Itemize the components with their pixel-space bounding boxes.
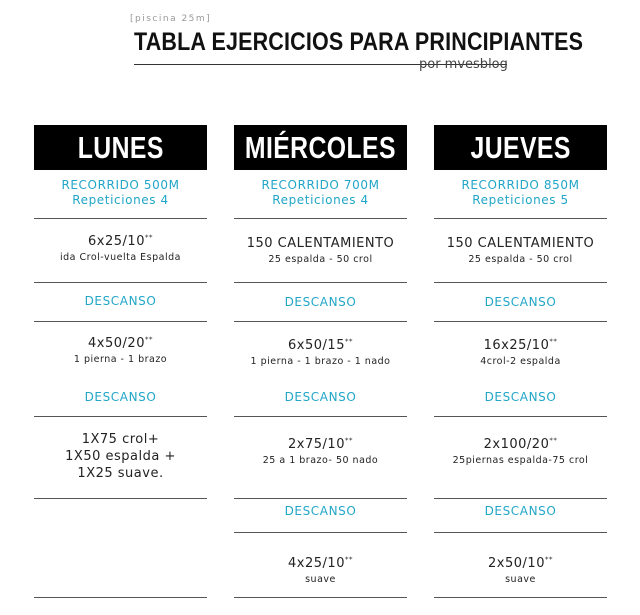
day-header [234,125,407,170]
set-detail: 4crol-2 espalda [480,356,561,367]
day-header [34,125,207,170]
rest-label: DESCANSO [284,504,357,518]
row-divider [434,282,607,283]
row-divider [234,532,407,533]
set-sup: ** [344,555,353,564]
row-divider [434,498,607,499]
set-line: 1X50 espalda + [65,449,176,464]
row-divider [234,321,407,322]
set-sup: ** [144,335,153,344]
rest-label: DESCANSO [284,390,357,404]
row-divider [34,282,207,283]
set-sup: ** [344,436,353,445]
row-divider [434,416,607,417]
set-main: 2x100/20 [483,437,550,452]
exercise-set [234,337,407,370]
row-divider [34,218,207,219]
set-detail: suave [305,574,336,585]
exercise-set [34,431,207,482]
exercise-set [434,235,607,268]
set-sup: ** [549,337,558,346]
row-divider [434,532,607,533]
row-divider [234,597,407,598]
repetitions: Repeticiones 4 [72,193,169,207]
row-divider [434,218,607,219]
row-divider [234,218,407,219]
column-miercoles [234,125,407,585]
rest-label: DESCANSO [84,294,157,308]
row-divider [34,321,207,322]
set-main: 4x25/10 [288,556,345,571]
pool-subtitle: [piscina 25m] [130,14,212,24]
set-detail: suave [505,574,536,585]
row-divider [434,321,607,322]
set-line: 1X75 crol+ [81,432,160,447]
row-divider [234,416,407,417]
set-main: 4x50/20 [88,336,145,351]
rest-label: DESCANSO [84,390,157,404]
set-detail: 25 espalda - 50 crol [468,254,573,265]
set-detail: 1 pierna - 1 brazo - 1 nado [250,356,391,367]
set-sup: ** [344,337,353,346]
day-title: JUEVES [470,129,571,165]
set-sup: ** [544,555,553,564]
exercise-set [234,436,407,469]
exercise-set [434,555,607,588]
set-detail: ida Crol-vuelta Espalda [60,252,181,263]
set-detail: 1 pierna - 1 brazo [73,354,168,365]
column-jueves [434,125,607,585]
row-divider [34,498,207,499]
rest-label: DESCANSO [484,504,557,518]
rest-label: DESCANSO [284,295,357,309]
rest-label: DESCANSO [484,295,557,309]
day-title: MIÉRCOLES [244,129,397,165]
set-detail: 25 espalda - 50 crol [268,254,373,265]
set-main: 6x25/10 [88,234,145,249]
set-detail: 25piernas espalda-75 crol [452,455,589,466]
set-sup: ** [549,436,558,445]
rest-label: DESCANSO [484,390,557,404]
exercise-set [234,235,407,268]
set-main: 150 CALENTAMIENTO [246,236,395,251]
exercise-set [34,233,207,266]
set-detail: 25 a 1 brazo- 50 nado [262,455,379,466]
set-main: 6x50/15 [288,338,345,353]
repetitions: Repeticiones 4 [272,193,369,207]
repetitions: Repeticiones 5 [472,193,569,207]
row-divider [34,416,207,417]
page-title: TABLA EJERCICIOS PARA PRINCIPIANTES [134,28,584,56]
set-main: 2x50/10 [488,556,545,571]
day-title: LUNES [77,129,164,165]
row-divider [434,597,607,598]
byline: por mvesblog [419,57,508,72]
row-divider [234,498,407,499]
route-distance: RECORRIDO 850M [461,178,580,192]
set-main: 2x75/10 [288,437,345,452]
day-header [434,125,607,170]
page-header [0,0,640,80]
exercise-set [434,436,607,469]
route-distance: RECORRIDO 500M [61,178,180,192]
set-main: 16x25/10 [483,338,550,353]
column-lunes [34,125,207,481]
set-main: 150 CALENTAMIENTO [446,236,595,251]
row-divider [234,282,407,283]
route-distance: RECORRIDO 700M [261,178,380,192]
exercise-set [34,335,207,368]
set-line: 1X25 suave. [77,466,164,481]
row-divider [34,597,207,598]
set-sup: ** [144,233,153,242]
exercise-set [234,555,407,588]
exercise-set [434,337,607,370]
